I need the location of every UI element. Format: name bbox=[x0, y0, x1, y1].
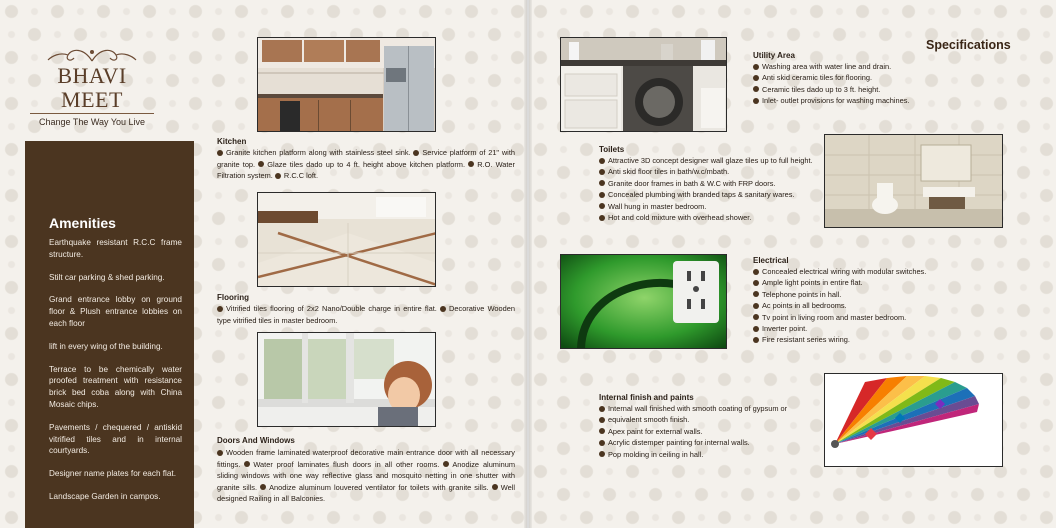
amenity-item: Terrace to be chemically water proofed treatment with resistance brick bed coba along with China Mosaic chips. bbox=[49, 364, 182, 409]
list-item: Granite door frames in bath & W.C with FRP doors. bbox=[599, 178, 813, 189]
bathroom-photo bbox=[824, 134, 1003, 228]
electrical-list bbox=[753, 266, 926, 346]
bullet-icon bbox=[753, 269, 759, 275]
flooring-text: Vitrified tiles flooring of 2x2 Nano/Double charge in entire flat. Decorative Wooden type vitrified tiles in master bedroom. bbox=[217, 304, 515, 325]
bullet-icon bbox=[492, 484, 498, 490]
list-item: Anti skid ceramic tiles for flooring. bbox=[753, 72, 909, 83]
bullet-icon bbox=[753, 75, 759, 81]
bullet-icon bbox=[599, 406, 605, 412]
bullet-icon bbox=[258, 161, 264, 167]
brand-tagline: Change The Way You Live bbox=[38, 117, 146, 127]
bullet-icon bbox=[468, 161, 474, 167]
list-item: Tv point in living room and master bedroom. bbox=[753, 312, 926, 323]
list-item: Ceramic tiles dado up to 3 ft. height. bbox=[753, 84, 909, 95]
list-item: Fire resistant series wiring. bbox=[753, 334, 926, 345]
bullet-icon bbox=[599, 180, 605, 186]
bullet-icon bbox=[244, 461, 250, 467]
amenity-item: Stilt car parking & shed parking. bbox=[49, 272, 165, 282]
bullet-icon bbox=[753, 86, 759, 92]
doors-title: Doors And Windows bbox=[217, 436, 295, 445]
flooring-photo bbox=[257, 192, 436, 287]
list-item: Inlet- outlet provisions for washing machines. bbox=[753, 95, 909, 106]
internal-finish-title: Internal finish and paints bbox=[599, 393, 694, 402]
list-item: Anti skid floor tiles in bath/w.c/mbath. bbox=[599, 166, 813, 177]
bullet-icon bbox=[599, 169, 605, 175]
toilets-list bbox=[599, 155, 813, 223]
list-item: Inverter point. bbox=[753, 323, 926, 334]
amenity-item: Grand entrance lobby on ground floor & Plush entrance lobbies on each floor bbox=[49, 295, 182, 328]
bullet-icon bbox=[753, 280, 759, 286]
amenity-item: lift in every wing of the building. bbox=[49, 341, 163, 351]
list-item: Attractive 3D concept designer wall glaze tiles up to full height. bbox=[599, 155, 813, 166]
bullet-icon bbox=[753, 64, 759, 70]
bullet-icon bbox=[443, 461, 449, 467]
electrical-outlet-photo bbox=[560, 254, 727, 349]
bullet-icon bbox=[599, 417, 605, 423]
list-item: Pop molding in ceiling in hall. bbox=[599, 449, 787, 460]
bullet-icon bbox=[217, 306, 223, 312]
bullet-icon bbox=[753, 326, 759, 332]
bullet-icon bbox=[599, 203, 605, 209]
bullet-icon bbox=[599, 215, 605, 221]
list-item: Acrylic distemper painting for internal walls. bbox=[599, 437, 787, 448]
utility-photo bbox=[560, 37, 727, 132]
list-item: Concealed electrical wiring with modular switches. bbox=[753, 266, 926, 277]
kitchen-text: Granite kitchen platform along with stainless steel sink. Service platform of 21" with granite top. Glaze tiles dado up to 4 ft. height above kitchen platform. R.O. Water Filtration system. R.C.C loft. bbox=[217, 148, 516, 181]
list-item: Hot and cold mixture with overhead shower. bbox=[599, 212, 813, 223]
utility-list bbox=[753, 61, 909, 107]
bullet-icon bbox=[217, 150, 223, 156]
flooring-title: Flooring bbox=[217, 293, 249, 302]
logo-divider bbox=[30, 113, 154, 114]
amenities-title: Amenities bbox=[49, 215, 116, 231]
doors-text: Wooden frame laminated waterproof decorative main entrance door with all necessary fittings. Water proof laminates flush doors in all other rooms. Anodize aluminum sliding windows with one way reflective glass and mosquito netting in one shutter with granite sills. Anodize aluminum louvered ventilator for toilets with granite sills. Well designed Railing in all Balconies. bbox=[217, 448, 515, 504]
bullet-icon bbox=[599, 158, 605, 164]
bullet-icon bbox=[753, 314, 759, 320]
list-item: Internal wall finished with smooth coating of gypsum or bbox=[599, 403, 787, 414]
brand-logo bbox=[24, 46, 160, 127]
bullet-icon bbox=[753, 337, 759, 343]
list-item: Ample light points in entire flat. bbox=[753, 277, 926, 288]
kitchen-photo bbox=[257, 37, 436, 132]
bullet-icon bbox=[217, 450, 223, 456]
amenity-item: Earthquake resistant R.C.C frame structure. bbox=[49, 238, 182, 259]
bullet-icon bbox=[599, 428, 605, 434]
bullet-icon bbox=[753, 291, 759, 297]
bullet-icon bbox=[260, 484, 266, 490]
brand-name: BHAVI MEET bbox=[57, 63, 127, 112]
internal-finish-list bbox=[599, 403, 787, 460]
window-child-photo bbox=[257, 332, 436, 427]
bullet-icon bbox=[599, 440, 605, 446]
amenity-item: Landscape Garden in campos. bbox=[49, 491, 161, 501]
bullet-icon bbox=[440, 306, 446, 312]
book-spine bbox=[524, 0, 532, 528]
toilets-title: Toilets bbox=[599, 145, 625, 154]
list-item: Washing area with water line and drain. bbox=[753, 61, 909, 72]
kitchen-title: Kitchen bbox=[217, 137, 247, 146]
bullet-icon bbox=[413, 150, 419, 156]
amenity-item: Pavements / chequered / antiskid vitrified tiles and in internal courtyards. bbox=[49, 422, 182, 456]
amenity-item: Designer name plates for each flat. bbox=[49, 469, 176, 479]
bullet-icon bbox=[753, 98, 759, 104]
ornament-swirl-icon bbox=[44, 46, 140, 64]
specifications-title: Specifications bbox=[926, 38, 1011, 52]
list-item: Wall hung in master bedroom. bbox=[599, 201, 813, 212]
electrical-title: Electrical bbox=[753, 256, 789, 265]
bullet-icon bbox=[599, 192, 605, 198]
bullet-icon bbox=[275, 173, 281, 179]
bullet-icon bbox=[599, 451, 605, 457]
utility-title: Utility Area bbox=[753, 51, 795, 60]
list-item: Apex paint for external walls. bbox=[599, 426, 787, 437]
list-item: Ac points in all bedrooms. bbox=[753, 300, 926, 311]
amenities-panel bbox=[25, 141, 194, 528]
list-item: Concealed plumbing with branded taps & sanitary wares. bbox=[599, 189, 813, 200]
list-item: Telephone points in hall. bbox=[753, 289, 926, 300]
list-item: equivalent smooth finish. bbox=[599, 414, 787, 425]
paint-swatch-photo bbox=[824, 373, 1003, 467]
bullet-icon bbox=[753, 303, 759, 309]
